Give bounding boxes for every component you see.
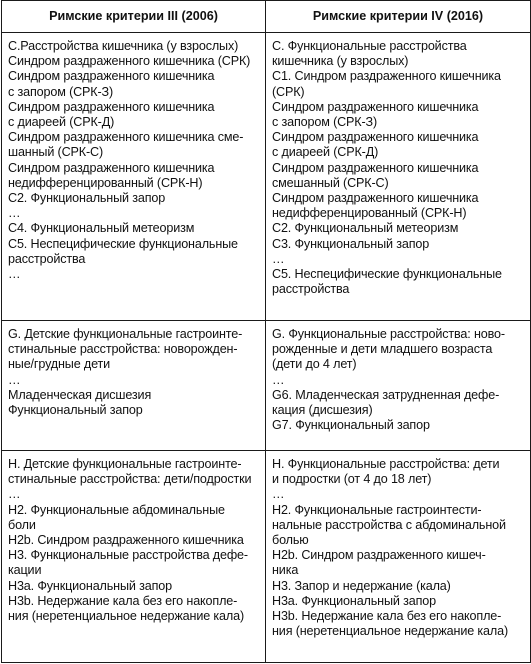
cell-rome-iii	[2, 451, 266, 663]
cell-line: кации	[8, 563, 42, 578]
cell-line: …	[8, 372, 21, 387]
cell-line: С5. Неспецифические функциональные	[272, 267, 502, 282]
cell-line: С4. Функциональный метеоризм	[8, 221, 195, 236]
cell-line: Н3b. Недержание кала без его накопле-	[272, 609, 502, 624]
cell-line: Н3. Функциональные расстройства дефе-	[8, 548, 248, 563]
cell-line: ные/грудные дети	[8, 357, 111, 372]
cell-line: …	[8, 487, 21, 502]
cell-line: С. Функциональные расстройства	[272, 39, 467, 53]
cell-line: нальные расстройства с абдоминальной	[272, 517, 506, 532]
cell-line: Синдром раздраженного кишечника	[8, 69, 215, 84]
cell-rome-iii	[2, 321, 266, 451]
cell-line: (СРК)	[272, 84, 305, 99]
cell-line: Н3b. Недержание кала без его накопле-	[8, 593, 238, 608]
cell-line: Н3а. Функциональный запор	[8, 578, 172, 593]
table-row	[2, 321, 531, 451]
cell-line: Синдром раздраженного кишечника (СРК)	[8, 54, 251, 69]
cell-rome-iii	[2, 33, 266, 321]
cell-line: Синдром раздраженного кишечника	[272, 130, 479, 145]
cell-line: рожденные и дети младшего возраста	[272, 342, 493, 357]
cell-line: Синдром раздраженного кишечника	[8, 99, 215, 114]
table-row	[2, 451, 531, 663]
cell-line: Н3. Запор и недержание (кала)	[272, 578, 451, 593]
cell-line: Н2. Функциональные гастроинтести-	[272, 502, 482, 517]
cell-line: болью	[272, 533, 309, 548]
table-header-row	[2, 1, 531, 33]
cell-line: С5. Неспецифические функциональные	[8, 236, 238, 251]
cell-line: с диареей (СРК-Д)	[8, 115, 115, 130]
cell-line: ния (неретенциальное недержание кала)	[8, 609, 245, 624]
cell-line: с диареей (СРК-Д)	[272, 145, 379, 160]
table-row	[2, 33, 531, 321]
cell-line: стинальные расстройства: дети/подростки	[8, 472, 252, 487]
cell-line: Синдром раздраженного кишечника	[8, 160, 215, 175]
header-rome-iii: Римские критерии III (2006)	[2, 1, 266, 33]
cell-rome-iv	[266, 321, 531, 451]
cell-line: …	[8, 267, 21, 282]
cell-line: стинальные расстройства: новорожден-	[8, 342, 238, 357]
cell-line: …	[272, 487, 285, 502]
cell-line: …	[8, 206, 21, 221]
cell-line: ника	[272, 563, 299, 578]
cell-line: боли	[8, 517, 36, 532]
header-rome-iv: Римские критерии IV (2016)	[266, 1, 531, 33]
cell-line: С2. Функциональный запор	[8, 191, 166, 206]
cell-rome-iv	[266, 451, 531, 663]
cell-line: ния (неретенциальное недержание кала)	[272, 624, 509, 639]
cell-line: …	[272, 372, 285, 387]
cell-line: и подростки (от 4 до 18 лет)	[272, 472, 432, 487]
cell-line: Н3а. Функциональный запор	[272, 593, 436, 608]
cell-line: G7. Функциональный запор	[272, 418, 430, 433]
cell-line: смешанный (СРК-С)	[272, 175, 389, 190]
cell-line: G. Функциональные расстройства: ново-	[272, 327, 505, 341]
cell-line: шанный (СРК-С)	[8, 145, 104, 160]
cell-line: G6. Младенческая затрудненная дефе-	[272, 387, 500, 402]
cell-line: С1. Синдром раздраженного кишечника	[272, 69, 501, 84]
cell-line: G. Детские функциональные гастроинте-	[8, 327, 243, 341]
cell-line: Синдром раздраженного кишечника	[272, 99, 479, 114]
cell-line: расстройства	[8, 251, 86, 266]
cell-line: недифференцированный (СРК-Н)	[272, 206, 467, 221]
cell-line: недифференцированный (СРК-Н)	[8, 175, 203, 190]
cell-line: расстройства	[272, 282, 350, 297]
cell-line: Н2b. Синдром раздраженного кишечника	[8, 533, 244, 548]
cell-rome-iv	[266, 33, 531, 321]
cell-line: Н2. Функциональные абдоминальные	[8, 502, 225, 517]
cell-line: С3. Функциональный запор	[272, 236, 430, 251]
cell-line: с запором (СРК-З)	[8, 84, 114, 99]
cell-line: Н. Функциональные расстройства: дети	[272, 457, 500, 471]
cell-line: (дети до 4 лет)	[272, 357, 357, 372]
cell-line: Функциональный запор	[8, 403, 143, 418]
cell-line: кишечника (у взрослых)	[272, 54, 409, 69]
cell-line: Н2b. Синдром раздраженного кишеч-	[272, 548, 486, 563]
cell-line: С2. Функциональный метеоризм	[272, 221, 459, 236]
cell-line: С.Расстройства кишечника (у взрослых)	[8, 39, 239, 53]
cell-line: Н. Детские функциональные гастроинте-	[8, 457, 242, 471]
cell-line: Синдром раздраженного кишечника сме-	[8, 130, 244, 145]
cell-line: Синдром раздраженного кишечника	[272, 160, 479, 175]
cell-line: Синдром раздраженного кишечника	[272, 191, 479, 206]
cell-line: с запором (СРК-З)	[272, 115, 378, 130]
cell-line: Младенческая дисшезия	[8, 387, 152, 402]
rome-criteria-table	[1, 0, 531, 663]
cell-line: …	[272, 251, 285, 266]
cell-line: кация (дисшезия)	[272, 403, 373, 418]
